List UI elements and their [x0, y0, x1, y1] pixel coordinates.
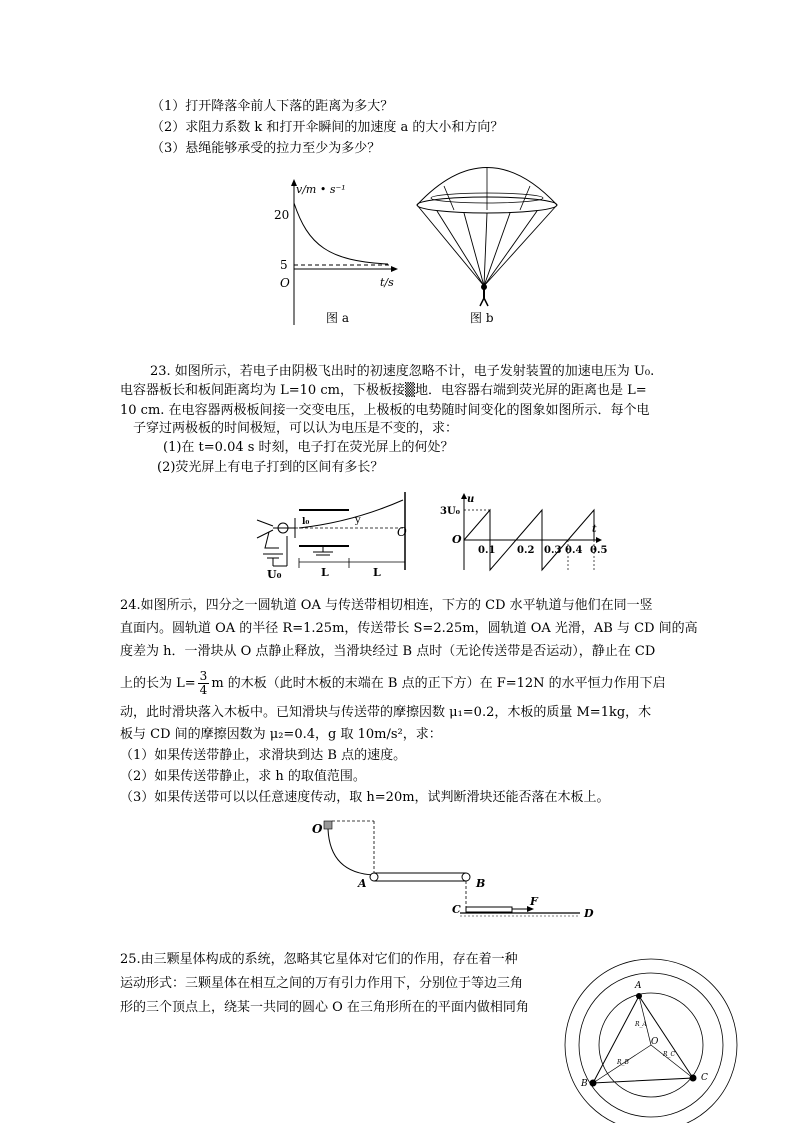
fig-L1-label: L	[321, 566, 329, 579]
q23-p1: 23. 如图所示，若电子由阴极飞出时的初速度忽略不计，电子发射装置的加速电压为 U₀.	[150, 364, 655, 379]
fig-C-label: C	[452, 903, 461, 916]
q22-figure-a	[268, 175, 408, 330]
q24-p4-post: m 的木板（此时木板的末端在 B 点的正下方）在 F=12N 的水平恒力作用下启	[211, 676, 666, 691]
fig-tick-0.4: 0.4	[565, 545, 583, 556]
q23-sub2: (2)荧光屏上有电子打到的区间有多长？	[157, 460, 384, 475]
fig-tick-0.3: 0.3	[544, 545, 562, 556]
q23-p3: 10 cm. 在电容器两极板间接一交变电压，上极板的电势随时间变化的图象如图所示．每个电	[120, 403, 650, 418]
fig-a-xlabel: t/s	[380, 276, 394, 289]
fig-3u0: 3U₀	[440, 506, 461, 517]
fig-B-label: B	[476, 877, 486, 890]
frac-den: 4	[199, 683, 208, 697]
fig-tick-0.1: 0.1	[478, 545, 496, 556]
q22-figure-b-parachute	[414, 158, 564, 328]
fig-tick-0.5: 0.5	[590, 545, 608, 556]
q23-figure-capacitor	[253, 488, 413, 583]
fig-right-O: O	[452, 533, 462, 546]
fig-A-label: A	[358, 877, 367, 890]
fig-u-axis: u	[467, 494, 475, 505]
fig-a-tick-20: 20	[274, 208, 290, 222]
fig-t-axis: t	[592, 524, 597, 535]
fig-RA: R_A	[635, 1021, 647, 1028]
fraction-three-quarters	[198, 670, 210, 697]
q23-figure-voltage	[440, 492, 610, 572]
fig-a-ylabel: v/m • s⁻¹	[296, 183, 346, 196]
q22-sub3: （3）悬绳能够承受的拉力至少为多少？	[151, 141, 381, 156]
fig-star-A: A	[635, 981, 642, 991]
q23-p4: 子穿过两极板的时间极短，可以认为电压是不变的，求：	[133, 421, 459, 436]
q24-p6: 板与 CD 间的摩擦因数为 μ₂=0.4，g 取 10m/s²，求：	[120, 727, 442, 742]
fig-y-label: y	[355, 515, 361, 526]
fig-RB: R_B	[617, 1059, 629, 1066]
q24-p5: 动，此时滑块落入木板中。已知滑块与传送带的摩擦因数 μ₁=0.2，木板的质量 M=1kg，木	[120, 705, 652, 720]
fig-RC: R_C	[663, 1051, 676, 1058]
fig-D-label: D	[584, 907, 594, 920]
q24-sub1: （1）如果传送带静止，求滑块到达 B 点的速度。	[120, 748, 407, 763]
q24-p1: 24.如图所示，四分之一圆轨道 OA 与传送带相切相连，下方的 CD 水平轨道与他们在同一竖	[120, 598, 653, 613]
q24-p2: 直面内。圆轨道 OA 的半径 R=1.25m，传送带长 S=2.25m，圆轨道 OA 光滑，AB 与 CD 间的高	[120, 621, 698, 636]
fig-a-origin: O	[280, 276, 290, 290]
fig-a-tick-5: 5	[280, 258, 288, 272]
fig-l0-label: l₀	[302, 517, 310, 527]
q24-p4	[120, 670, 666, 697]
q23-p2: 电容器板长和板间距离均为 L=10 cm，下极板接▒地．电容器右端到荧光屏的距离也是 L=	[120, 383, 647, 398]
q24-sub3: （3）如果传送带可以以任意速度传动，取 h=20m，试判断滑块还能否落在木板上。	[120, 790, 610, 805]
q22-sub1: （1）打开降落伞前人下落的距离为多大？	[151, 99, 394, 114]
q25-p3: 形的三个顶点上，绕某一共同的圆心 O 在三角形所在的平面内做相同角	[120, 1000, 529, 1015]
fig-a-caption: 图 a	[326, 311, 349, 325]
fig-star-B: B	[581, 1079, 588, 1089]
fig-center-O: O	[651, 1037, 659, 1047]
frac-num: 3	[199, 669, 208, 683]
q22-sub2: （2）求阻力系数 k 和打开伞瞬间的加速度 a 的大小和方向？	[151, 120, 504, 135]
q24-sub2: （2）如果传送带静止，求 h 的取值范围。	[120, 769, 366, 784]
fig-b-caption: 图 b	[470, 311, 494, 325]
q25-figure-three-stars	[563, 950, 743, 1123]
fig-O-label: O	[312, 822, 323, 836]
fig-star-C: C	[701, 1073, 708, 1083]
fig-L2-label: L	[373, 566, 381, 579]
q25-p2: 运动形式：三颗星体在相互之间的万有引力作用下，分别位于等边三角	[120, 976, 524, 991]
fig-screen-O: O	[397, 525, 407, 539]
q23-sub1: (1)在 t=0.04 s 时刻，电子打在荧光屏上的何处？	[163, 440, 454, 455]
fig-F-label: F	[530, 895, 538, 908]
q24-figure-track	[308, 815, 608, 925]
fig-tick-0.2: 0.2	[517, 545, 535, 556]
q25-p1: 25.由三颗星体构成的系统，忽略其它星体对它们的作用，存在着一种	[120, 952, 518, 967]
q24-p4-pre: 上的长为 L=	[120, 676, 196, 691]
fig-u0-label: U₀	[267, 568, 282, 581]
q24-p3: 度差为 h．一滑块从 O 点静止释放，当滑块经过 B 点时（无论传送带是否运动），静止在 CD	[120, 644, 656, 659]
